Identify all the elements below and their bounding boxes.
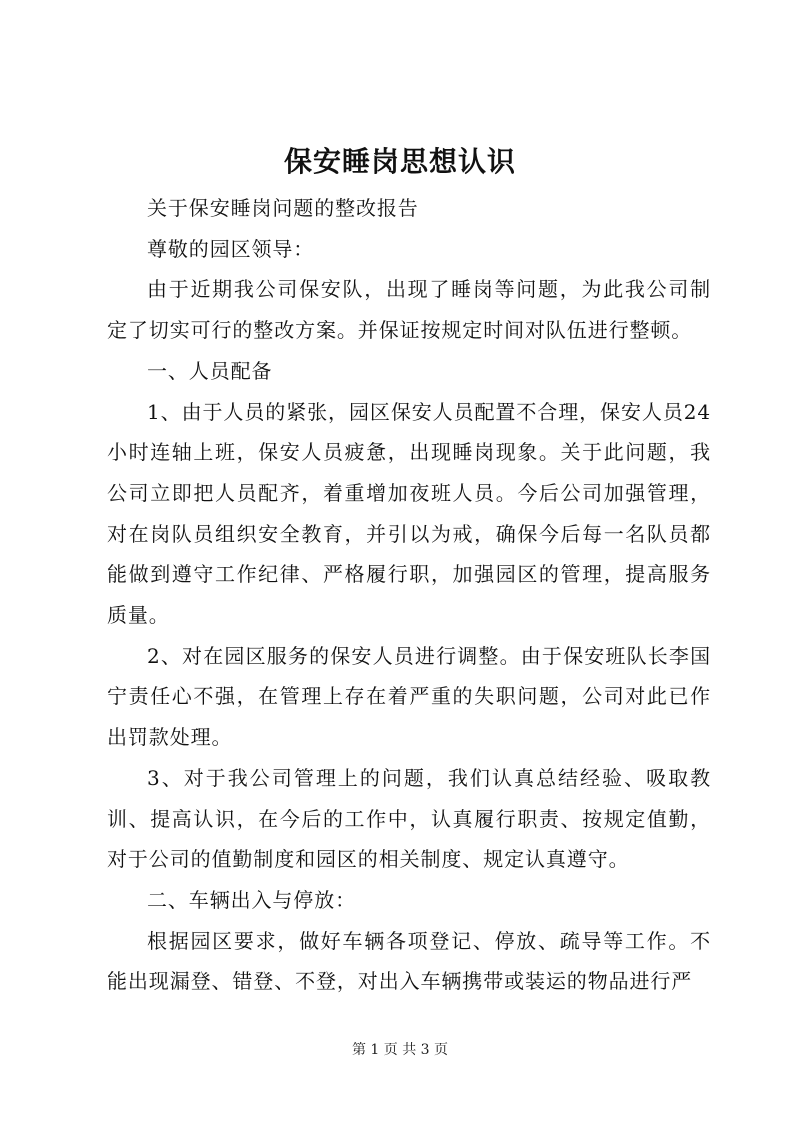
salutation-paragraph: 尊敬的园区领导： <box>147 236 315 261</box>
document-body <box>107 188 711 1002</box>
vehicles-paragraph: 根据园区要求，做好车辆各项登记、停放、疏导等工作。不能出现漏登、错登、不登，对出入车辆携带或装运的物品进行严 <box>107 928 711 994</box>
document-title: 保安睡岗思想认识 <box>283 145 516 178</box>
section-heading-vehicles: 二、车辆出入与停放： <box>147 887 356 912</box>
staffing-item-1-paragraph: 1、由于人员的紧张，园区保安人员配置不合理，保安人员24小时连轴上班，保安人员疲惫，出现睡岗现象。关于此问题，我公司立即把人员配齐，着重增加夜班人员。今后公司加强管理，对在岗队员组织安全教育，并引以为戒，确保今后每一名队员都能做到遵守工作纪律、严格履行职，加强园区的管理，提高服务质量。 <box>107 399 711 628</box>
section-heading-staffing: 一、人员配备 <box>147 358 273 383</box>
staffing-item-2-paragraph: 2、对在园区服务的保安人员进行调整。由于保安班队长李国宁责任心不强，在管理上存在着严重的失职问题，公司对此已作出罚款处理。 <box>107 643 711 750</box>
staffing-item-3-paragraph: 3、对于我公司管理上的问题，我们认真总结经验、吸取教训、提高认识，在今后的工作中，认真履行职责、按规定值勤，对于公司的值勤制度和园区的相关制度、规定认真遵守。 <box>107 765 711 872</box>
intro-paragraph: 由于近期我公司保安队，出现了睡岗等问题，为此我公司制定了切实可行的整改方案。并保证按规定时间对队伍进行整顿。 <box>107 277 711 343</box>
report-heading-paragraph: 关于保安睡岗问题的整改报告 <box>147 196 419 220</box>
page-footer: 第 1 页 共 3 页 <box>351 1042 449 1058</box>
